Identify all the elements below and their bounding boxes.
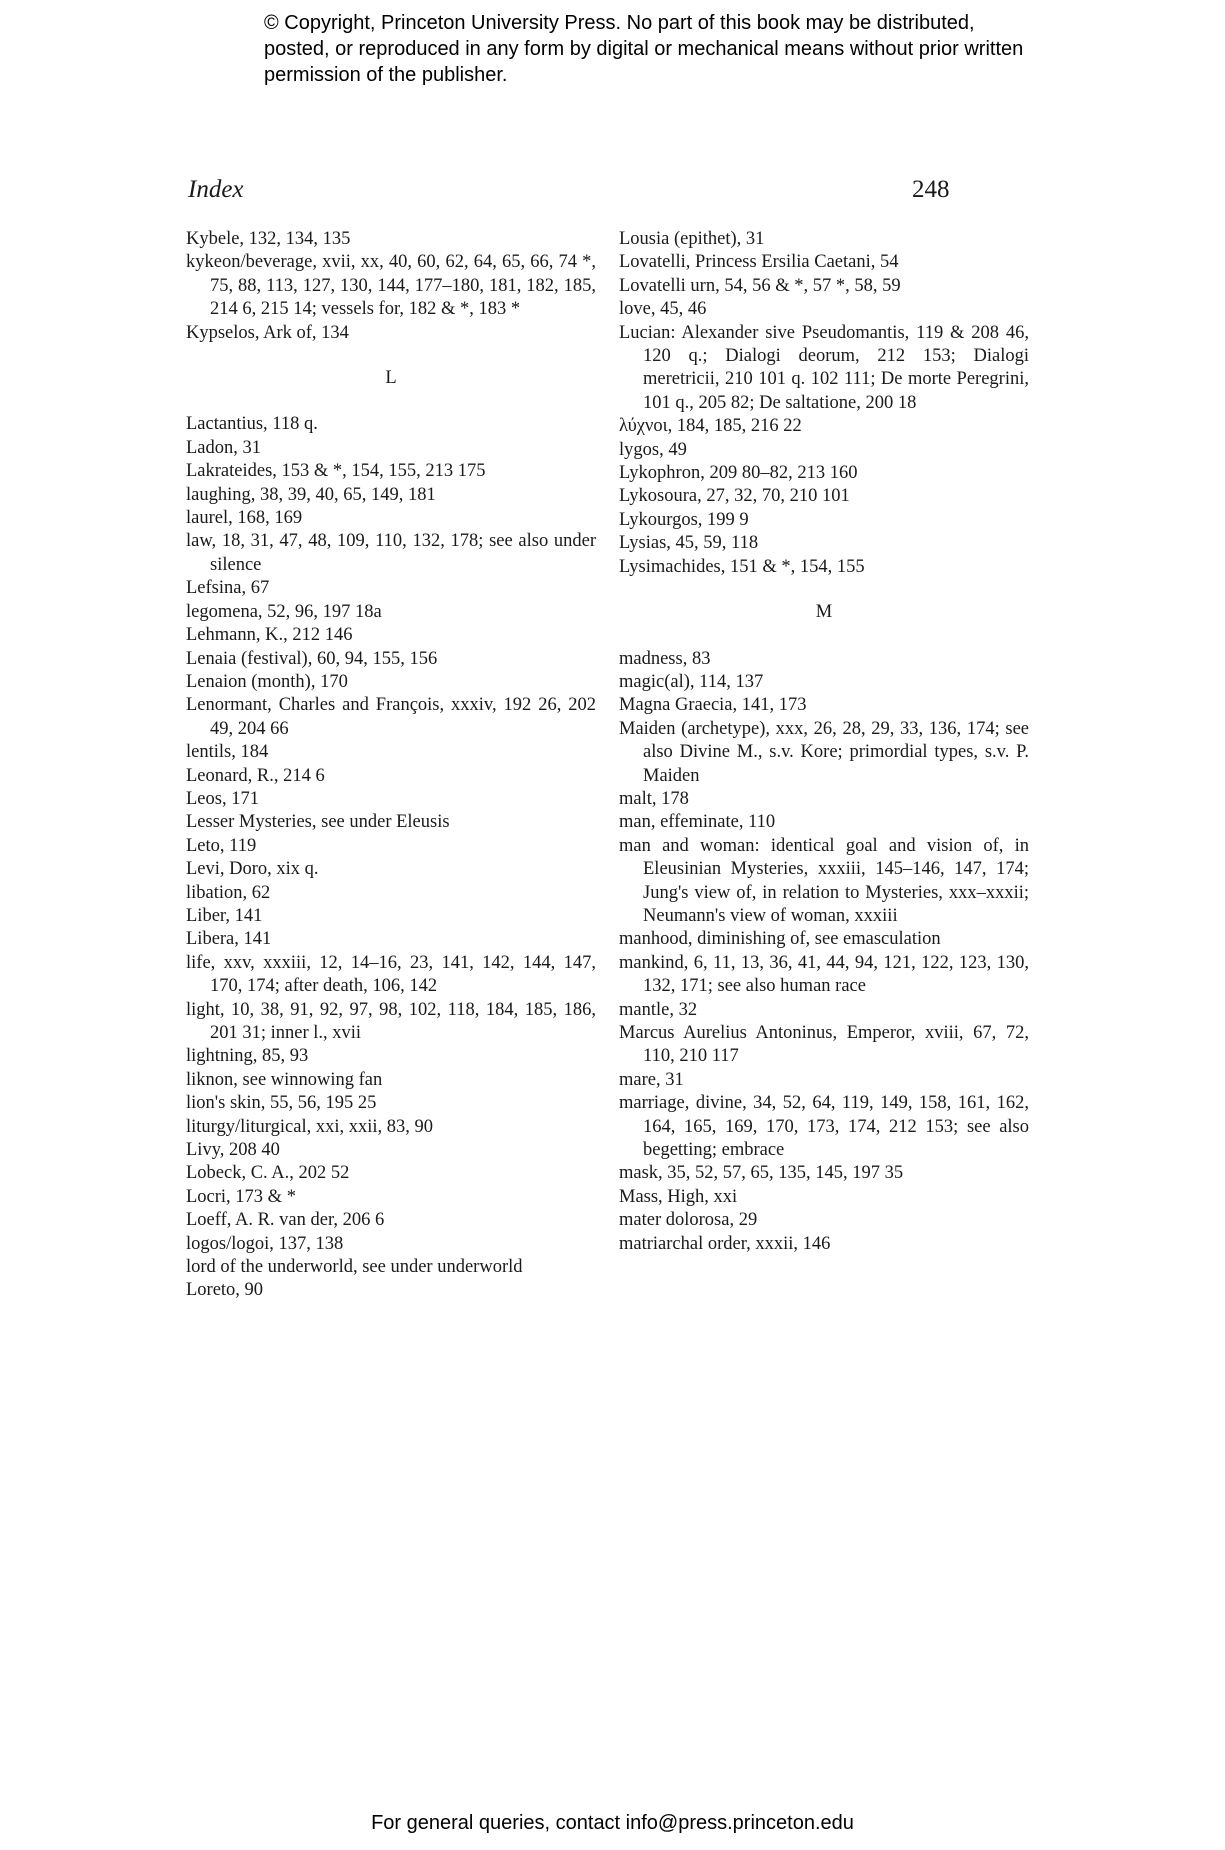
index-entry: Lenaia (festival), 60, 94, 155, 156 xyxy=(186,648,438,669)
index-entry: Lykosoura, 27, 32, 70, 210 101 xyxy=(619,486,850,507)
index-entry: liknon, see winnowing fan xyxy=(186,1069,383,1090)
index-entry: marriage, divine, 34, 52, 64, 119, 149, 158, 161, 162, 164, 165, 169, 170, 173, 174, 212 153; see also begetting; embrace xyxy=(619,1093,1029,1161)
index-entry: Lysias, 45, 59, 118 xyxy=(619,533,759,554)
index-entry: Lykophron, 209 80–82, 213 160 xyxy=(619,463,858,484)
index-entry: Maiden (archetype), xxx, 26, 28, 29, 33, 136, 174; see also Divine M., s.v. Kore; primordial types, s.v. P. Maiden xyxy=(619,718,1029,786)
index-entry: manhood, diminishing of, see emasculation xyxy=(619,929,941,950)
footer-contact: For general queries, contact info@press.princeton.edu xyxy=(371,1812,854,1834)
index-entry: Loreto, 90 xyxy=(186,1280,264,1301)
index-entry: Lobeck, C. A., 202 52 xyxy=(186,1163,350,1184)
index-entry: kykeon/beverage, xvii, xx, 40, 60, 62, 64, 65, 66, 74 *, 75, 88, 113, 127, 130, 144, 177–180, 181, 182, 185, 214 6, 215 14; vessels for, 182 & *, 183 * xyxy=(186,252,596,320)
index-entry: Lucian: Alexander sive Pseudomantis, 119 & 208 46, 120 q.; Dialogi deorum, 212 153; Dialogi meretricii, 210 101 q. 102 111; De morte Peregrini, 101 q., 205 82; De saltatione, 200 18 xyxy=(619,322,1029,413)
index-entry: lord of the underworld, see under underworld xyxy=(186,1257,523,1278)
index-entry: libation, 62 xyxy=(186,882,271,903)
left-column xyxy=(186,228,596,1303)
page-number: 248 xyxy=(912,176,950,203)
index-entry: Levi, Doro, xix q. xyxy=(186,859,319,880)
index-entry: lightning, 85, 93 xyxy=(186,1046,309,1067)
index-entry: magic(al), 114, 137 xyxy=(619,671,764,692)
index-entry: Kybele, 132, 134, 135 xyxy=(186,229,351,249)
index-entry: Mass, High, xxi xyxy=(619,1186,738,1207)
letter-heading-l: L xyxy=(385,368,397,389)
index-entry: Locri, 173 & * xyxy=(186,1186,296,1207)
index-entry: Marcus Aurelius Antoninus, Emperor, xviii, 67, 72, 110, 210 117 xyxy=(619,1023,1029,1067)
index-entry: mare, 31 xyxy=(619,1069,684,1090)
right-column xyxy=(619,228,1029,1256)
index-entry: lentils, 184 xyxy=(186,742,269,763)
index-entry: liturgy/liturgical, xxi, xxii, 83, 90 xyxy=(186,1116,434,1137)
index-entry: Leonard, R., 214 6 xyxy=(186,765,325,786)
copyright-notice: © Copyright, Princeton University Press. No part of this book may be distributed, posted, or reproduced in any form by digital or mechanical means without prior written permission of the publisher. xyxy=(264,12,1024,86)
index-entry: Leto, 119 xyxy=(186,835,257,856)
index-entry: Lysimachides, 151 & *, 154, 155 xyxy=(619,556,865,577)
index-entry: Lakrateides, 153 & *, 154, 155, 213 175 xyxy=(186,461,486,482)
index-entry: Magna Graecia, 141, 173 xyxy=(619,695,807,716)
index-entry: Lehmann, K., 212 146 xyxy=(186,625,353,646)
index-entry: Leos, 171 xyxy=(186,788,259,809)
index-entry: Lousia (epithet), 31 xyxy=(619,229,765,249)
index-entry: Lactantius, 118 q. xyxy=(186,414,318,435)
index-entry: Lykourgos, 199 9 xyxy=(619,509,749,530)
index-entry: Lenormant, Charles and François, xxxiv, 192 26, 202 49, 204 66 xyxy=(186,695,596,739)
index-entry: legomena, 52, 96, 197 18a xyxy=(186,601,382,622)
index-entry: logos/logoi, 137, 138 xyxy=(186,1233,344,1254)
index-entry: lion's skin, 55, 56, 195 25 xyxy=(186,1093,377,1114)
index-entry: Lovatelli, Princess Ersilia Caetani, 54 xyxy=(619,252,899,273)
index-entry: man and woman: identical goal and vision of, in Eleusinian Mysteries, xxxiii, 145–146, 147, 174; Jung's view of, in relation to Mysteries, xxx–xxxii; Neumann's view of woman, xxxiii xyxy=(619,835,1029,926)
index-entry: mankind, 6, 11, 13, 36, 41, 44, 94, 121, 122, 123, 130, 132, 171; see also human race xyxy=(619,952,1029,997)
index-entry: mantle, 32 xyxy=(619,999,698,1020)
index-entry: madness, 83 xyxy=(619,648,711,669)
index-entry: lygos, 49 xyxy=(619,439,687,460)
index-entry: law, 18, 31, 47, 48, 109, 110, 132, 178; see also under silence xyxy=(186,531,596,575)
index-entry: matriarchal order, xxxii, 146 xyxy=(619,1233,831,1254)
letter-heading-m: M xyxy=(815,602,833,623)
index-entry: mask, 35, 52, 57, 65, 135, 145, 197 35 xyxy=(619,1163,904,1184)
index-entry: Livy, 208 40 xyxy=(186,1140,280,1161)
index-entry: love, 45, 46 xyxy=(619,299,707,320)
index-entry: Lesser Mysteries, see under Eleusis xyxy=(186,812,450,833)
index-entry: laughing, 38, 39, 40, 65, 149, 181 xyxy=(186,484,436,505)
index-entry: mater dolorosa, 29 xyxy=(619,1210,758,1231)
index-entry: Loeff, A. R. van der, 206 6 xyxy=(186,1210,385,1231)
index-entry: λύχνοι, 184, 185, 216 22 xyxy=(619,416,802,437)
index-entry: life, xxv, xxxiii, 12, 14–16, 23, 141, 142, 144, 147, 170, 174; after death, 106, 142 xyxy=(186,952,596,997)
running-head: Index xyxy=(188,176,244,203)
index-entry: light, 10, 38, 91, 92, 97, 98, 102, 118, 184, 185, 186, 201 31; inner l., xvii xyxy=(186,999,596,1043)
index-entry: Liber, 141 xyxy=(186,905,263,926)
index-entry: Libera, 141 xyxy=(186,929,272,950)
index-entry: Lenaion (month), 170 xyxy=(186,671,348,692)
index-entry: laurel, 168, 169 xyxy=(186,508,303,529)
index-entry: man, effeminate, 110 xyxy=(619,812,776,833)
index-entry: Lovatelli urn, 54, 56 & *, 57 *, 58, 59 xyxy=(619,275,901,296)
index-entry: Ladon, 31 xyxy=(186,437,262,458)
index-entry: Kypselos, Ark of, 134 xyxy=(186,322,349,343)
index-entry: malt, 178 xyxy=(619,788,689,809)
index-entry: Lefsina, 67 xyxy=(186,578,270,599)
